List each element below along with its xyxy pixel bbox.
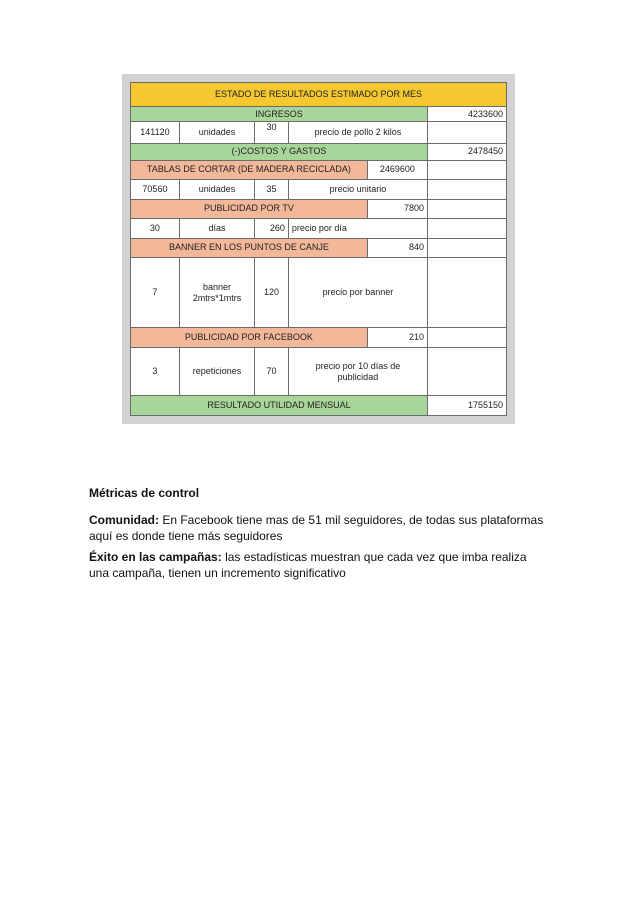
tv-total: 7800 (367, 199, 427, 218)
tv-qty: 30 (131, 219, 180, 238)
table-title: ESTADO DE RESULTADOS ESTIMADO POR MES (131, 83, 507, 107)
tablas-total: 2469600 (367, 160, 427, 179)
banner-desc: precio por banner (288, 257, 427, 327)
empty-cell (428, 160, 507, 179)
results-table-container (130, 82, 507, 416)
empty-cell (428, 219, 507, 238)
tablas-qty: 70560 (131, 180, 180, 199)
tablas-unit: unidades (179, 180, 254, 199)
empty-cell (428, 238, 507, 257)
tv-label: PUBLICIDAD POR TV (131, 199, 368, 218)
exito-paragraph (89, 549, 549, 581)
banner-label: BANNER EN LOS PUNTOS DE CANJE (131, 238, 368, 257)
empty-cell (428, 199, 507, 218)
ingresos-price: 30 (255, 121, 289, 143)
facebook-desc: precio por 10 días de publicidad (288, 347, 427, 396)
resultado-total: 1755150 (428, 396, 507, 416)
ingresos-label: INGRESOS (131, 107, 428, 122)
tablas-label: TABLAS DE CORTAR (DE MADERA RECICLADA) (131, 160, 368, 179)
empty-cell (428, 257, 507, 327)
empty-cell (428, 180, 507, 199)
facebook-price: 70 (255, 347, 289, 396)
tv-desc: precio por día (288, 219, 427, 238)
section-heading: Métricas de control (89, 486, 200, 500)
comunidad-label: Comunidad: (89, 513, 159, 527)
comunidad-paragraph (89, 512, 549, 544)
costos-total: 2478450 (428, 143, 507, 160)
tv-price: 260 (255, 219, 289, 238)
banner-unit: banner 2mtrs*1mtrs (179, 257, 254, 327)
tv-unit: días (179, 219, 254, 238)
resultado-label: RESULTADO UTILIDAD MENSUAL (131, 396, 428, 416)
tablas-desc: precio unitario (288, 180, 427, 199)
exito-text: las estadísticas muestran que cada vez que imba realiza una campaña, tienen un incremento significativo (89, 550, 527, 580)
ingresos-unit: unidades (179, 121, 254, 143)
results-table (130, 82, 507, 416)
banner-qty: 7 (131, 257, 180, 327)
exito-label: Éxito en las campañas: (89, 550, 222, 564)
costos-label: (-)COSTOS Y GASTOS (131, 143, 428, 160)
empty-cell (428, 328, 507, 347)
facebook-label: PUBLICIDAD POR FACEBOOK (131, 328, 368, 347)
facebook-unit: repeticiones (179, 347, 254, 396)
facebook-total: 210 (367, 328, 427, 347)
ingresos-qty: 141120 (131, 121, 180, 143)
empty-cell (428, 347, 507, 396)
ingresos-total: 4233600 (428, 107, 507, 122)
banner-price: 120 (255, 257, 289, 327)
tablas-price: 35 (255, 180, 289, 199)
results-table-image (122, 74, 515, 424)
empty-cell (428, 121, 507, 143)
banner-total: 840 (367, 238, 427, 257)
facebook-qty: 3 (131, 347, 180, 396)
comunidad-text: En Facebook tiene mas de 51 mil seguidores, de todas sus plataformas aquí es donde tiene más seguidores (89, 513, 544, 543)
ingresos-desc: precio de pollo 2 kilos (288, 121, 427, 143)
